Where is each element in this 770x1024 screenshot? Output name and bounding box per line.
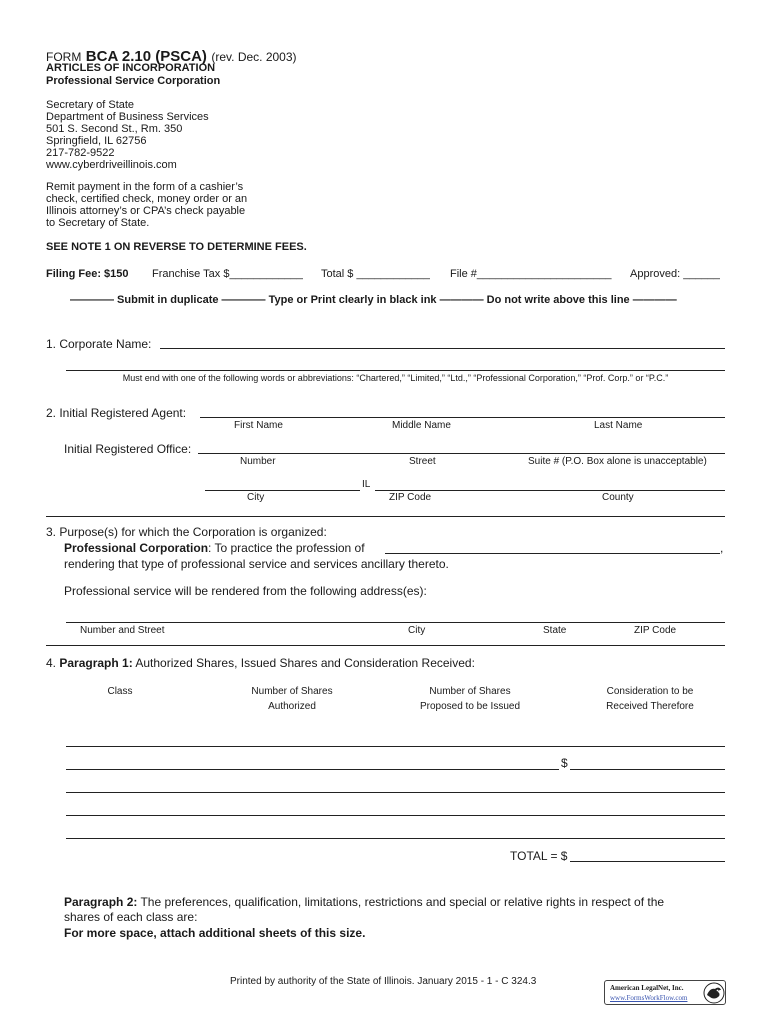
total-label: TOTAL = $ <box>510 849 568 863</box>
remit-line: to Secretary of State. <box>46 217 150 229</box>
address-line: 217-782-9522 <box>46 147 115 159</box>
paragraph1-label <box>46 656 475 670</box>
file-number-field: File #______________________ <box>450 268 612 280</box>
remit-line: check, certified check, money order or an <box>46 193 248 205</box>
suite-caption: Suite # (P.O. Box alone is unacceptable) <box>528 456 707 467</box>
last-name-caption: Last Name <box>594 420 643 431</box>
street-caption: Street <box>409 456 436 467</box>
franchise-tax-field: Franchise Tax $____________ <box>152 268 303 280</box>
registered-office-label: Initial Registered Office: <box>64 442 192 456</box>
first-name-caption: First Name <box>234 420 283 431</box>
corporate-name-note: Must end with one of the following words or abbreviations: “Chartered,” “Limited,” “Ltd.,” “Professional Corporation,” “Prof. Corp.” or “P.C.” <box>122 373 669 383</box>
form-subtitle: Professional Service Corporation <box>46 75 221 87</box>
address-line: 501 S. Second St., Rm. 350 <box>46 123 183 135</box>
printed-by-footer: Printed by authority of the State of Illinois. January 2015 - 1 - C 324.3 <box>230 976 537 987</box>
corporate-name-input-line-2[interactable] <box>66 370 725 371</box>
remit-line: Remit payment in the form of a cashier’s <box>46 181 244 193</box>
paragraph2-line-2: shares of each class are: <box>64 910 198 924</box>
eagle-logo-icon <box>703 982 725 1004</box>
pc-text: : To practice the profession of <box>208 541 365 555</box>
form-prefix: FORM <box>46 50 82 64</box>
filing-fee: Filing Fee: $150 <box>46 268 129 280</box>
form-code: BCA 2.10 (PSCA) <box>85 48 207 65</box>
service-state-caption: State <box>543 625 567 636</box>
registered-agent-input-line[interactable] <box>200 417 725 418</box>
registered-office-input-line[interactable] <box>198 453 725 454</box>
paragraph2-line-1 <box>64 895 664 909</box>
city-caption: City <box>247 492 265 503</box>
instructions-banner: ———— Submit in duplicate ———— Type or Print clearly in black ink ———— Do not write above this line ———— <box>70 294 677 306</box>
form-title: ARTICLES OF INCORPORATION <box>46 62 216 74</box>
col-class-header: Class <box>107 686 133 697</box>
total-field: Total $ ____________ <box>321 268 430 280</box>
col-issued-header-1: Number of Shares <box>429 686 511 697</box>
col-consideration-header-2: Received Therefore <box>606 701 694 712</box>
shares-row-line[interactable] <box>66 792 725 793</box>
paragraph1-rest: Authorized Shares, Issued Shares and Consideration Received: <box>132 656 475 670</box>
dollar-sign: $ <box>561 756 568 770</box>
address-line: Secretary of State <box>46 99 135 111</box>
more-space-note: For more space, attach additional sheets of this size. <box>64 926 366 940</box>
approved-field: Approved: ______ <box>630 268 720 280</box>
shares-row-line[interactable] <box>66 769 559 770</box>
service-address-intro: Professional service will be rendered from the following address(es): <box>64 584 427 598</box>
address-line: Springfield, IL 62756 <box>46 135 147 147</box>
state-il: IL <box>362 479 371 490</box>
zip-caption: ZIP Code <box>389 492 432 503</box>
brand-name: American LegalNet, Inc. <box>610 984 684 992</box>
section-divider <box>46 645 725 646</box>
pc-bold: Professional Corporation <box>64 541 209 555</box>
corporate-name-input-line[interactable] <box>160 348 725 349</box>
col-authorized-header-1: Number of Shares <box>251 686 333 697</box>
service-zip-caption: ZIP Code <box>634 625 677 636</box>
fees-note: SEE NOTE 1 ON REVERSE TO DETERMINE FEES. <box>46 241 307 253</box>
service-city-caption: City <box>408 625 426 636</box>
professional-corporation-line <box>64 541 365 555</box>
remit-line: Illinois attorney’s or CPA’s check payable <box>46 205 246 217</box>
number-caption: Number <box>240 456 276 467</box>
address-website: www.cyberdriveillinois.com <box>46 159 177 171</box>
corporate-name-label: 1. Corporate Name: <box>46 337 152 351</box>
paragraph2-text: The preferences, qualification, limitations, restrictions and special or relative rights in respect of the <box>137 895 665 909</box>
county-caption: County <box>602 492 634 503</box>
form-revision: (rev. Dec. 2003) <box>211 50 297 64</box>
city-input-line[interactable] <box>205 490 360 491</box>
profession-input-line[interactable] <box>385 553 720 554</box>
col-consideration-header-1: Consideration to be <box>606 686 694 697</box>
paragraph2-bold: Paragraph 2: <box>64 895 138 909</box>
total-input-line[interactable] <box>570 861 725 862</box>
shares-row-line[interactable] <box>66 815 725 816</box>
purpose-line-2: rendering that type of professional service and services ancillary thereto. <box>64 557 449 571</box>
shares-row-line[interactable] <box>66 746 725 747</box>
zip-county-input-line[interactable] <box>375 490 725 491</box>
shares-row-line[interactable] <box>66 838 725 839</box>
service-address-input-line[interactable] <box>66 622 725 623</box>
purpose-label: 3. Purpose(s) for which the Corporation is organized: <box>46 525 327 539</box>
consideration-input-line[interactable] <box>570 769 725 770</box>
legalnet-badge <box>604 980 726 1005</box>
comma: , <box>720 541 724 555</box>
paragraph1-bold: Paragraph 1: <box>59 656 133 670</box>
brand-url[interactable]: www.FormsWorkFlow.com <box>610 994 688 1002</box>
col-authorized-header-2: Authorized <box>268 701 316 712</box>
section4-number: 4. <box>46 656 60 670</box>
address-line: Department of Business Services <box>46 111 209 123</box>
middle-name-caption: Middle Name <box>392 420 451 431</box>
number-street-caption: Number and Street <box>80 625 165 636</box>
section-divider <box>46 516 725 517</box>
col-issued-header-2: Proposed to be Issued <box>419 701 521 712</box>
registered-agent-label: 2. Initial Registered Agent: <box>46 406 187 420</box>
